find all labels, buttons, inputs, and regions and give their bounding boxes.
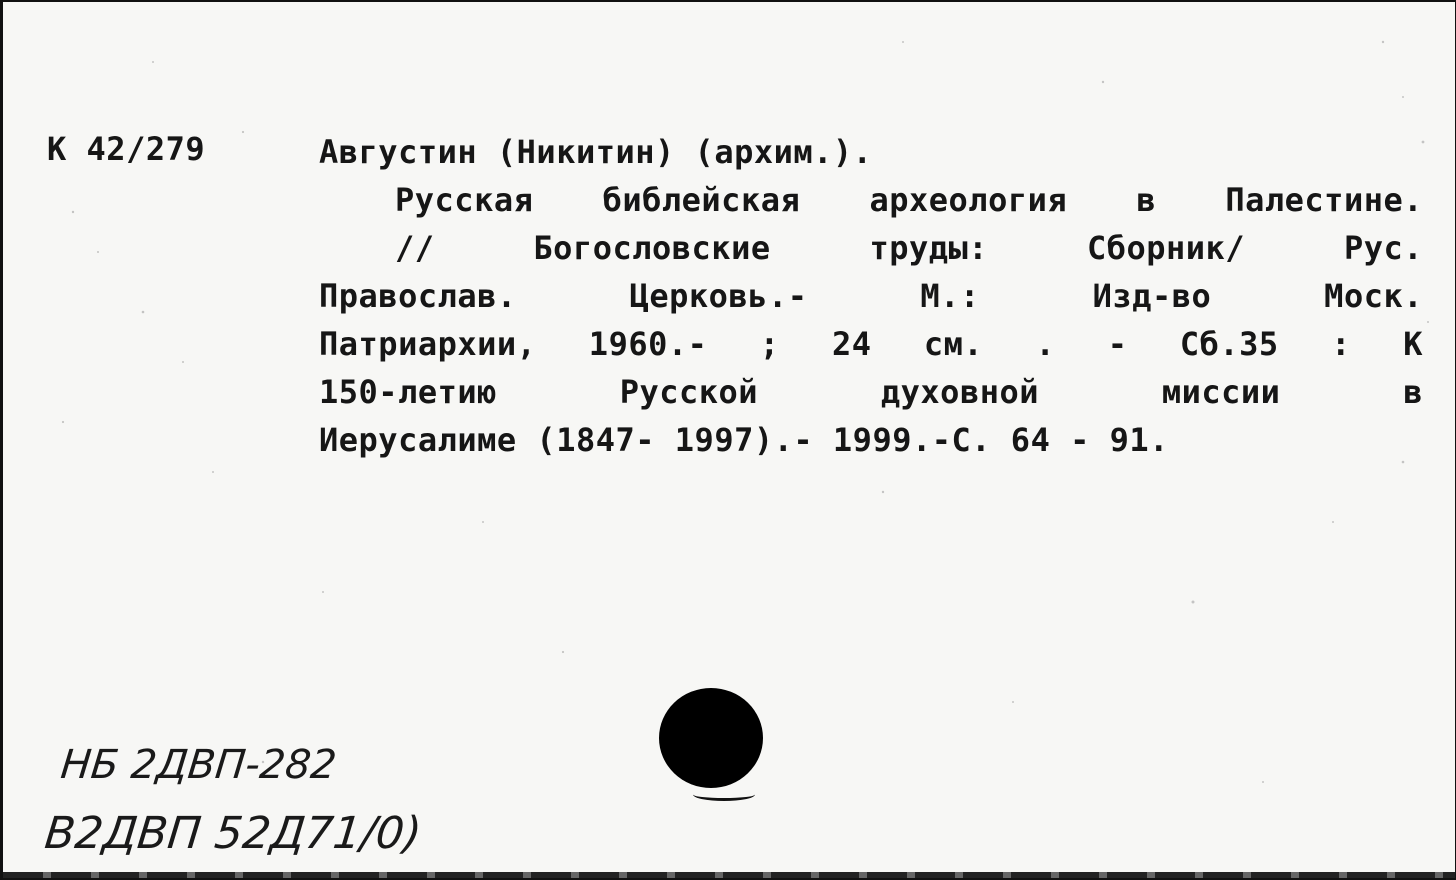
pages-line: Иерусалиме (1847- 1997).- 1999.-С. 64 - 91. — [319, 421, 1169, 459]
author-heading: Августин (Никитин) (архим.). — [319, 133, 873, 171]
card-bottom-edge — [3, 872, 1455, 878]
punch-hole-shadow — [693, 788, 755, 801]
source-line: // Богословские труды: Сборник/ Рус. — [395, 229, 1423, 267]
publisher-line: Православ. Церковь.- М.: Изд-во Моск. — [319, 277, 1423, 315]
series-line: 150-летию Русской духовной миссии в — [319, 373, 1423, 411]
title-line: Русская библейская археология в Палестине. — [395, 181, 1423, 219]
punch-hole — [659, 688, 763, 788]
handwritten-note-2: В2ДВП 52Д71/0) — [42, 808, 424, 859]
shelfmark: К 42/279 — [47, 130, 206, 168]
handwritten-note-1: НБ 2ДВП-282 — [58, 742, 339, 788]
imprint-line: Патриархии, 1960.- ; 24 см. . - Сб.35 : К — [319, 325, 1423, 363]
